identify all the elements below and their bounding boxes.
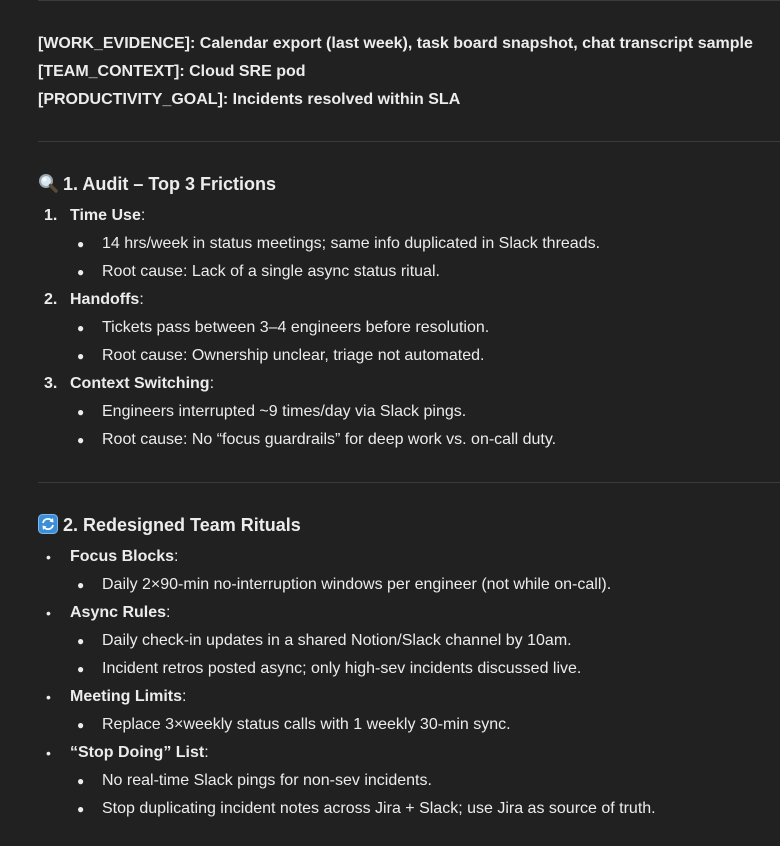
bullet: ● <box>77 774 85 788</box>
bullet: ● <box>77 349 85 363</box>
list-subitem: No real-time Slack pings for non-sev incidents. <box>102 772 432 789</box>
list-subitem: Tickets pass between 3–4 engineers before resolution. <box>102 319 490 336</box>
list-subitem: Replace 3×weekly status calls with 1 weekly 30-min sync. <box>102 716 511 733</box>
list-subitem: 14 hrs/week in status meetings; same info duplicated in Slack threads. <box>102 235 601 252</box>
list-item-title: Time Use: <box>70 207 146 224</box>
team-context-line: [TEAM_CONTEXT]: Cloud SRE pod <box>38 63 306 80</box>
list-subitem: Root cause: Lack of a single async status ritual. <box>102 263 440 280</box>
work-evidence-line: [WORK_EVIDENCE]: Calendar export (last week), task board snapshot, chat transcript sample <box>38 35 753 52</box>
section-heading-rituals <box>38 511 301 539</box>
bullet: ● <box>77 802 85 816</box>
top-divider <box>38 0 780 1</box>
list-subitem: Engineers interrupted ~9 times/day via Slack pings. <box>102 403 467 420</box>
bullet: • <box>46 745 51 761</box>
divider <box>38 482 780 483</box>
list-subitem: Stop duplicating incident notes across Jira + Slack; use Jira as source of truth. <box>102 800 656 817</box>
divider <box>38 141 780 142</box>
list-item-title: Focus Blocks: <box>70 548 179 565</box>
bullet: ● <box>77 433 85 447</box>
bullet: • <box>46 605 51 621</box>
list-number: 3. <box>44 375 58 392</box>
list-subitem: Root cause: No “focus guardrails” for deep work vs. on-call duty. <box>102 431 557 448</box>
list-number: 2. <box>44 291 58 308</box>
list-item-title: Context Switching: <box>70 375 215 392</box>
bullet: ● <box>77 718 85 732</box>
bullet: ● <box>77 405 85 419</box>
bullet: ● <box>77 237 85 251</box>
list-item-title: Async Rules: <box>70 604 171 621</box>
arrows-cycle-icon <box>38 514 58 534</box>
bullet: ● <box>77 578 85 592</box>
bullet: • <box>46 689 51 705</box>
bullet: ● <box>77 321 85 335</box>
bullet: ● <box>77 265 85 279</box>
productivity-goal-line: [PRODUCTIVITY_GOAL]: Incidents resolved within SLA <box>38 91 461 108</box>
section-title: 1. Audit – Top 3 Frictions <box>63 174 277 194</box>
list-subitem: Root cause: Ownership unclear, triage not automated. <box>102 347 485 364</box>
list-item-title: “Stop Doing” List: <box>70 744 209 761</box>
section-title: 2. Redesigned Team Rituals <box>63 515 301 535</box>
section-heading-audit <box>38 170 276 198</box>
bullet: • <box>46 549 51 565</box>
bullet: ● <box>77 634 85 648</box>
list-number: 1. <box>44 207 58 224</box>
list-item-title: Meeting Limits: <box>70 688 187 705</box>
list-subitem: Daily 2×90-min no-interruption windows per engineer (not while on-call). <box>102 576 612 593</box>
magnifying-glass-icon <box>38 173 58 193</box>
list-item-title: Handoffs: <box>70 291 144 308</box>
list-subitem: Daily check-in updates in a shared Notion/Slack channel by 10am. <box>102 632 572 649</box>
list-subitem: Incident retros posted async; only high-sev incidents discussed live. <box>102 660 582 677</box>
bullet: ● <box>77 662 85 676</box>
